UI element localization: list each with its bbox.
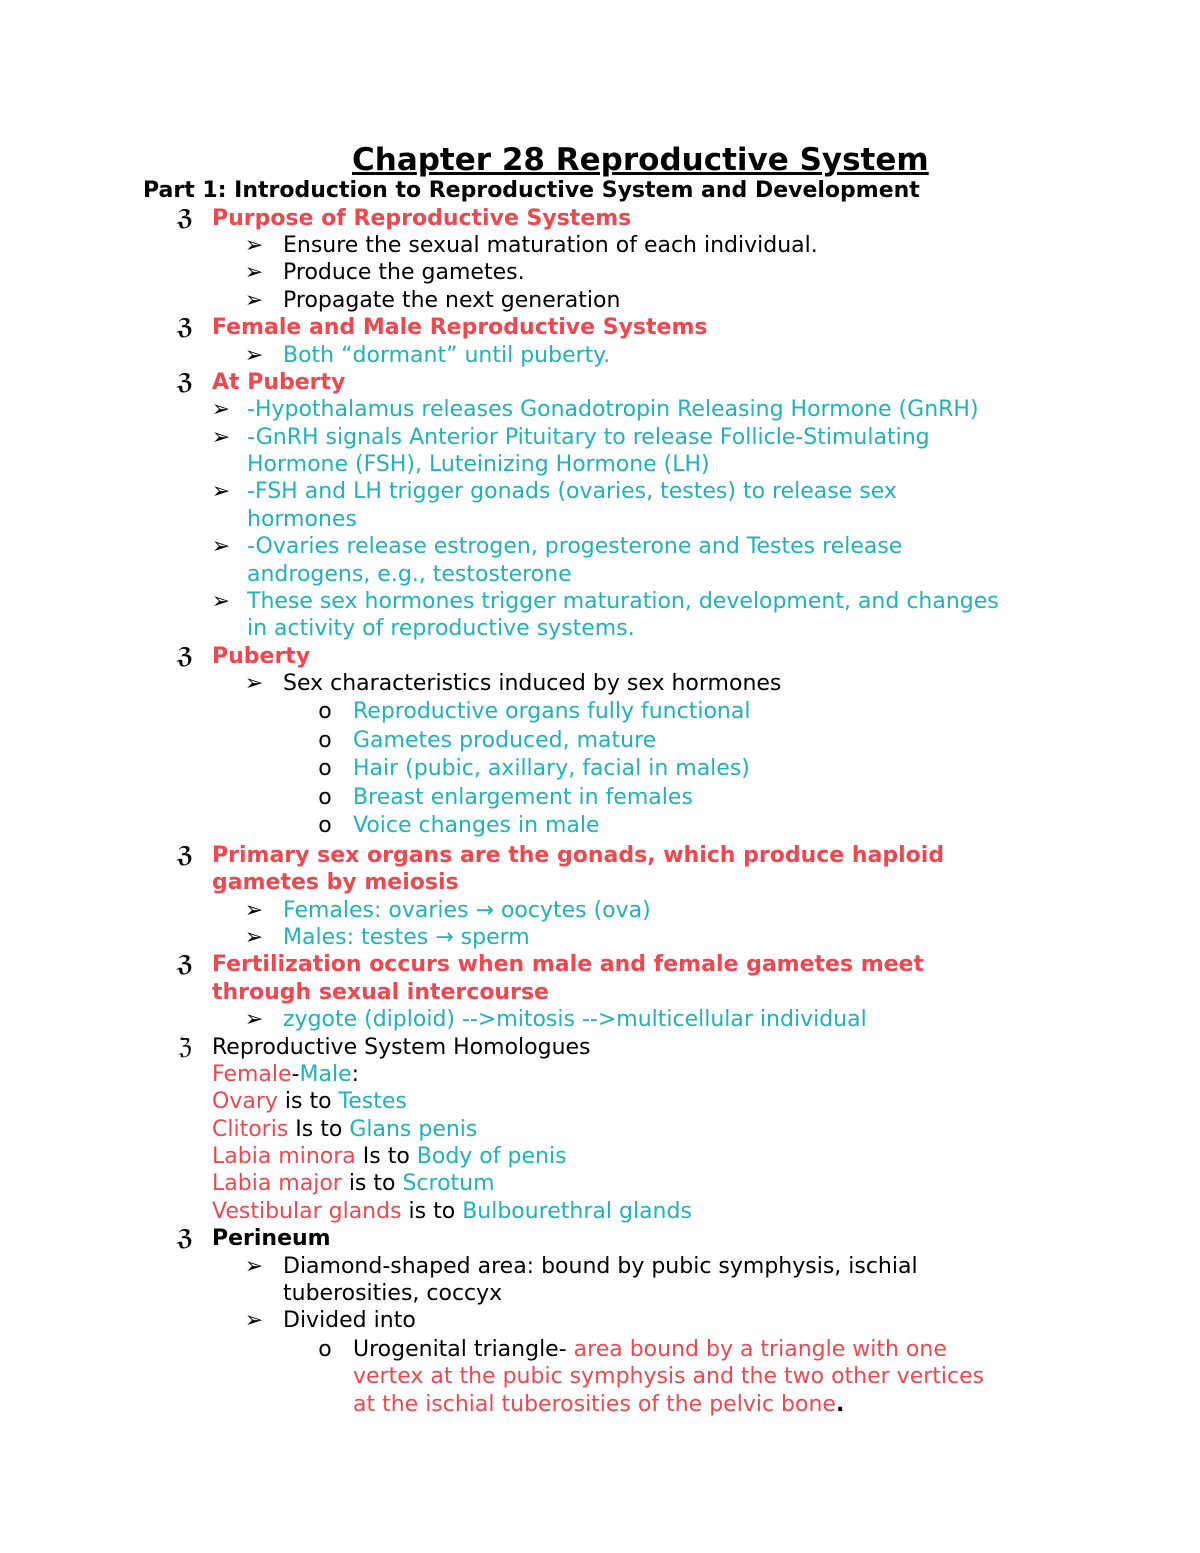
circle-bullet-icon: o [318, 756, 332, 781]
urogenital-text-end: at the ischial tuberosities of the pelvic bone [353, 1392, 836, 1417]
list-item: -Hypothalamus releases Gonadotropin Releasing Hormone (GnRH) [247, 397, 979, 422]
homologue-row [212, 1088, 407, 1116]
arrow-bullet-icon: ➢ [244, 898, 264, 923]
list-item-continued: tuberosities, coccyx [283, 1281, 503, 1306]
list-item: zygote (diploid) -->mitosis -->multicellular individual [283, 1007, 867, 1032]
female-organ: Clitoris [212, 1117, 289, 1142]
male-organ: Scrotum [402, 1171, 495, 1196]
female-label: Female [212, 1062, 292, 1087]
relation-text: is to [277, 1089, 339, 1114]
female-organ: Labia minora [212, 1144, 356, 1169]
circle-bullet-icon: o [318, 1337, 332, 1362]
urogenital-label: Urogenital triangle- [353, 1337, 574, 1362]
arrow-bullet-icon: ➢ [211, 397, 231, 422]
section-heading: Reproductive System Homologues [212, 1035, 591, 1060]
relation-text: is to [341, 1171, 403, 1196]
arrow-bullet-icon: ➢ [244, 343, 264, 368]
list-item: -GnRH signals Anterior Pituitary to release Follicle-Stimulating [247, 425, 930, 450]
sub-list-item: Reproductive organs fully functional [353, 699, 751, 724]
section-heading-continued: gametes by meiosis [212, 870, 459, 895]
list-item: Females: ovaries → oocytes (ova) [283, 898, 651, 923]
list-item: Sex characteristics induced by sex hormones [283, 671, 782, 696]
male-organ: Glans penis [349, 1117, 478, 1142]
circle-bullet-icon: o [318, 699, 332, 724]
arrow-bullet-icon: ➢ [244, 233, 264, 258]
arrow-bullet-icon: ➢ [211, 589, 231, 614]
arrow-bullet-icon: ➢ [244, 1254, 264, 1279]
list-item-continued: Hormone (FSH), Luteinizing Hormone (LH) [247, 452, 710, 477]
section-bullet-icon: ℨ [176, 644, 194, 669]
homologue-row [212, 1143, 567, 1171]
list-item: -FSH and LH trigger gonads (ovaries, testes) to release sex [247, 479, 897, 504]
list-item: These sex hormones trigger maturation, development, and changes [247, 589, 999, 614]
section-bullet-icon: ℨ [176, 952, 194, 977]
list-item: Produce the gametes. [283, 260, 525, 285]
section-heading: Female and Male Reproductive Systems [212, 315, 708, 340]
section-bullet-icon: ℨ [176, 1226, 194, 1251]
sub-list-item: Hair (pubic, axillary, facial in males) [353, 756, 750, 781]
arrow-bullet-icon: ➢ [211, 425, 231, 450]
female-organ: Vestibular glands [212, 1199, 402, 1224]
relation-text: Is to [288, 1117, 350, 1142]
list-item: Ensure the sexual maturation of each individual. [283, 233, 818, 258]
period-text: . [835, 1392, 845, 1417]
list-item: Diamond-shaped area: bound by pubic symphysis, ischial [283, 1254, 918, 1279]
section-heading: At Puberty [212, 370, 346, 395]
section-bullet-icon: ℨ [176, 370, 194, 395]
section-bullet-icon: ℨ [176, 843, 194, 868]
list-item: -Ovaries release estrogen, progesterone and Testes release [247, 534, 903, 559]
colon-text: : [351, 1062, 360, 1087]
female-organ: Ovary [212, 1089, 278, 1114]
part-heading: Part 1: Introduction to Reproductive System and Development [143, 178, 920, 203]
arrow-bullet-icon: ➢ [211, 479, 231, 504]
urogenital-text: area bound by a triangle with one [573, 1337, 947, 1362]
homologue-row [212, 1198, 692, 1226]
section-bullet-icon: ℨ [178, 1035, 192, 1060]
arrow-bullet-icon: ➢ [244, 288, 264, 313]
homologue-header [212, 1061, 359, 1089]
arrow-bullet-icon: ➢ [244, 925, 264, 950]
circle-bullet-icon: o [318, 785, 332, 810]
arrow-bullet-icon: ➢ [211, 534, 231, 559]
arrow-bullet-icon: ➢ [244, 260, 264, 285]
arrow-bullet-icon: ➢ [244, 671, 264, 696]
section-heading: Primary sex organs are the gonads, which produce haploid [212, 843, 945, 868]
sub-list-item-continued [353, 1391, 844, 1419]
section-heading: Purpose of Reproductive Systems [212, 206, 632, 231]
sub-list-item: Breast enlargement in females [353, 785, 693, 810]
dash-text: - [291, 1062, 300, 1087]
male-organ: Body of penis [416, 1144, 567, 1169]
arrow-bullet-icon: ➢ [244, 1007, 264, 1032]
sub-list-item-continued: vertex at the pubic symphysis and the two other vertices [353, 1364, 985, 1389]
sub-list-item: Gametes produced, mature [353, 728, 657, 753]
list-item: Both “dormant” until puberty. [283, 343, 611, 368]
section-heading-continued: through sexual intercourse [212, 980, 549, 1005]
arrow-bullet-icon: ➢ [244, 1308, 264, 1333]
list-item: Divided into [283, 1308, 416, 1333]
female-organ: Labia major [212, 1171, 342, 1196]
circle-bullet-icon: o [318, 728, 332, 753]
homologue-row [212, 1116, 477, 1144]
list-item-continued: in activity of reproductive systems. [247, 616, 635, 641]
section-bullet-icon: ℨ [176, 315, 194, 340]
relation-text: Is to [355, 1144, 417, 1169]
homologue-row [212, 1170, 495, 1198]
section-heading: Perineum [212, 1226, 331, 1251]
male-organ: Testes [338, 1089, 407, 1114]
section-heading: Fertilization occurs when male and female gametes meet [212, 952, 924, 977]
sub-list-item [353, 1336, 947, 1364]
section-bullet-icon: ℨ [176, 206, 194, 231]
male-organ: Bulbourethral glands [462, 1199, 692, 1224]
sub-list-item: Voice changes in male [353, 813, 600, 838]
list-item-continued: androgens, e.g., testosterone [247, 562, 572, 587]
list-item-continued: hormones [247, 507, 357, 532]
relation-text: is to [401, 1199, 463, 1224]
list-item: Males: testes → sperm [283, 925, 530, 950]
circle-bullet-icon: o [318, 813, 332, 838]
list-item: Propagate the next generation [283, 288, 621, 313]
section-heading: Puberty [212, 644, 311, 669]
page-title: Chapter 28 Reproductive System [352, 142, 929, 178]
male-label: Male [299, 1062, 352, 1087]
